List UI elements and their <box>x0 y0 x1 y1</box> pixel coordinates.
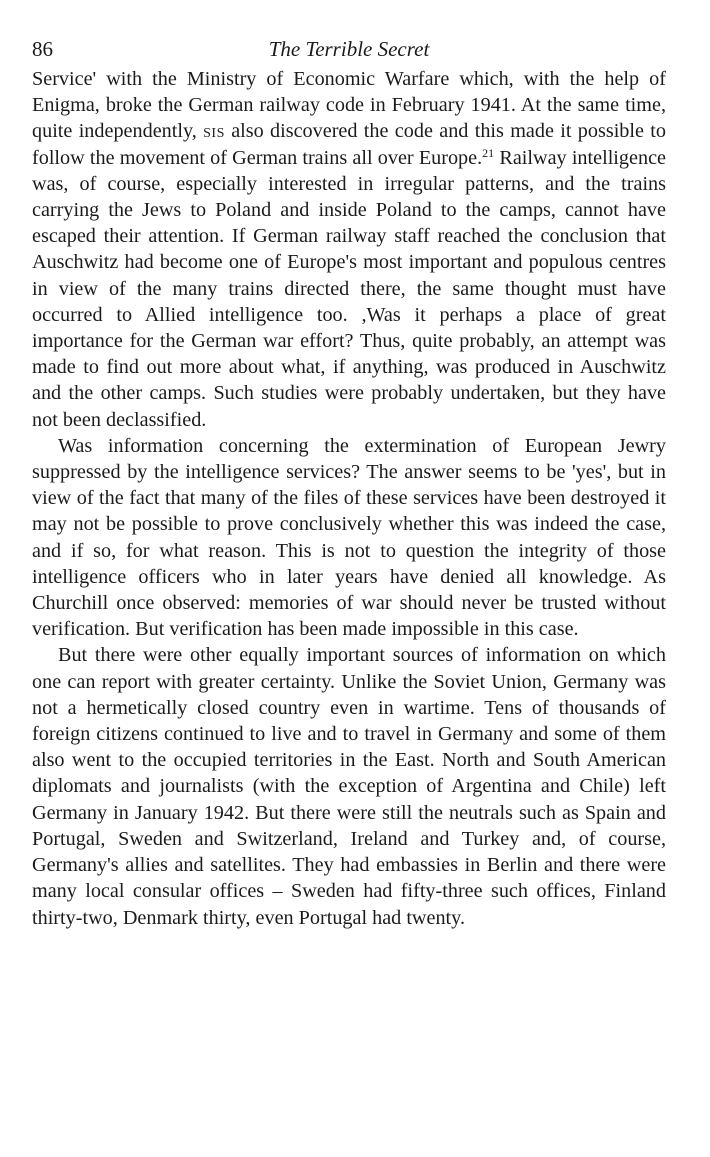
paragraph-3: But there were other equally important sources of information on which one can report with greater certainty. Unlike the Soviet Union, Germany was not a hermetically closed country even in wartime. Tens of thousands of foreign citizens continued to live and to travel in Germany and some of them also went to the occupied territories in the East. North and South American diplomats and journalists (with the exception of Argentina and Chile) left Germany in January 1942. But there were still the neutrals such as Spain and Portugal, Sweden and Switzerland, Ireland and Turkey and, of course, Germany's allies and satellites. They had embassies in Berlin and there were many local consular offices – Sweden had fifty-three such offices, Finland thirty-two, Denmark thirty, even Portugal had twenty. <box>32 644 666 929</box>
running-title: The Terrible Secret <box>268 37 430 61</box>
running-head <box>32 32 666 66</box>
paragraph-1-part-c: Railway intelligence was, of course, especially interested in irregular patterns, and the trains carrying the Jews to Poland and inside Poland to the camps, cannot have escaped their attention. If German railway staff reached the conclusion that Auschwitz had become one of Europe's most important and populous centres in view of the many trains directed there, the same thought must have occurred to Allied intelligence too. ,Was it perhaps a place of great importance for the German war effort? Thus, quite probably, an attempt was made to find out more about what, if anything, was produced in Auschwitz and the other camps. Such studies were probably undertaken, but they have not been declassified. <box>32 146 666 431</box>
paragraph-1-part-b: also discovered the code and this made it possible to follow the movement of German trains all over Europe. <box>32 120 666 169</box>
body-text <box>32 66 666 931</box>
paragraph-2: Was information concerning the extermination of European Jewry suppressed by the intelligence services? The answer seems to be 'yes', but in view of the fact that many of the files of these services have been destroyed it may not be possible to prove conclusively whether this was indeed the case, and if so, for what reason. This is not to question the integrity of those intelligence officers who in later years have denied all knowledge. As Churchill once observed: memories of war should never be trusted without verification. But verification has been made impossible in this case. <box>32 434 666 641</box>
paragraph-1-part-a: Service' with the Ministry of Economic Warfare which, with the help of Enigma, broke the German railway code in February 1941. At the same time, quite independently, <box>32 68 666 143</box>
sis-acronym: sis <box>203 120 225 143</box>
paragraph-1 <box>32 66 666 433</box>
footnote-marker: 21 <box>482 145 495 160</box>
page-number: 86 <box>32 37 53 61</box>
book-page <box>32 32 666 931</box>
